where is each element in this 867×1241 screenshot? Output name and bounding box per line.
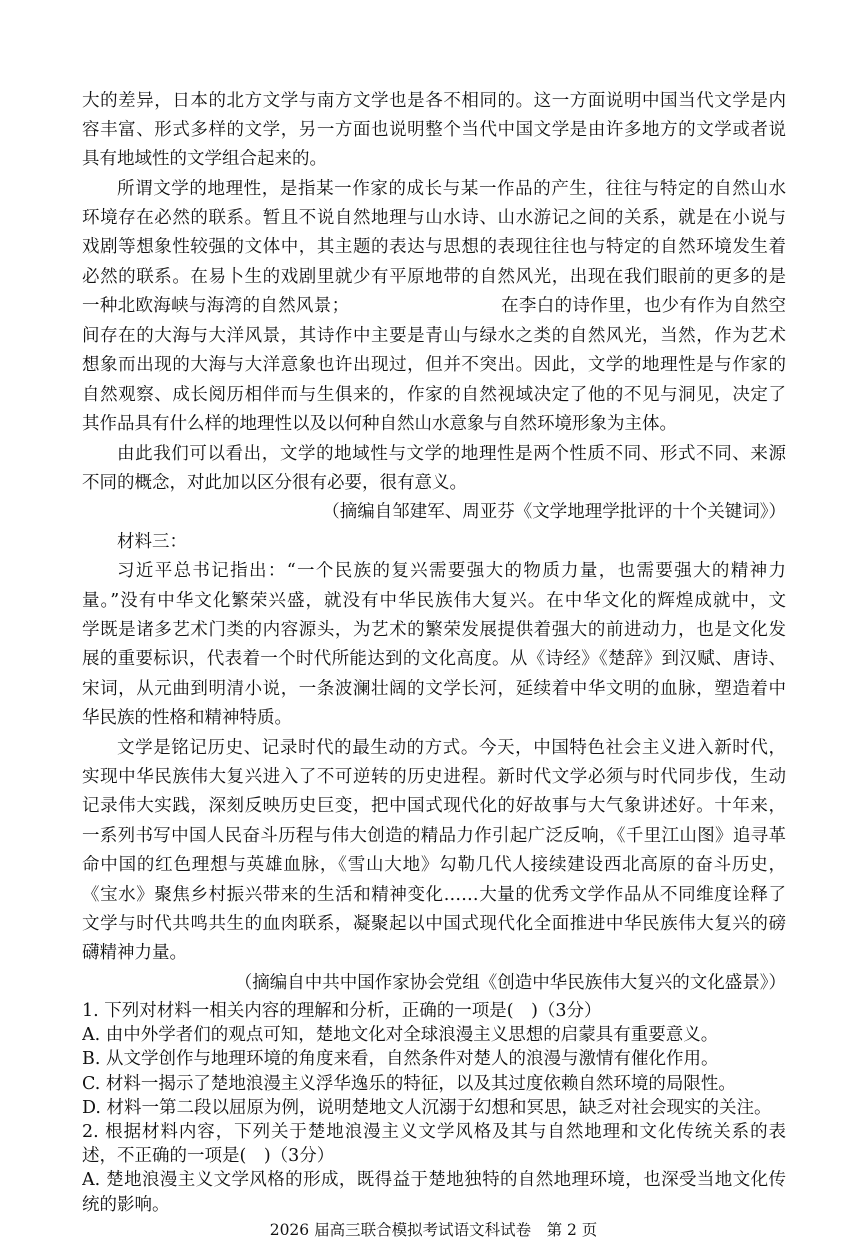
answer-option: C. 材料一揭示了楚地浪漫主义浮华逸乐的特征，以及其过度依赖自然环境的局限性。 <box>82 1073 736 1094</box>
passage-line: 学既是诸多艺术门类的内容源头，为艺术的繁荣发展提供着强大的前进动力，也是文化发 <box>82 620 786 640</box>
passage-line: 间存在的大海与大洋风景，其诗作中主要是青山与绿水之类的自然风光，当然，作为艺术 <box>82 326 786 346</box>
answer-option: A. 由中外学者们的观点可知，楚地文化对全球浪漫主义思想的启蒙具有重要意义。 <box>82 1025 719 1046</box>
passage-line: 自然观察、成长阅历相伴而与生俱来的，作家的自然视域决定了他的不见与洞见，决定了 <box>82 385 786 405</box>
passage-line: 《宝水》聚焦乡村振兴带来的生活和精神变化……大量的优秀文学作品从不同维度诠释了 <box>82 885 786 905</box>
passage-line: 文学与时代共鸣共生的血肉联系，凝聚起以中国式现代化全面推进中华民族伟大复兴的磅 <box>82 914 786 934</box>
passage-line: 量。”没有中华文化繁荣兴盛，就没有中华民族伟大复兴。在中华文化的辉煌成就中，文 <box>82 591 786 611</box>
passage-line: 戏剧等想象性较强的文体中，其主题的表达与思想的表现往往也与特定的自然环境发生着 <box>82 237 786 257</box>
passage-line: 华民族的性格和精神特质。 <box>82 708 292 728</box>
passage-line: 所谓文学的地理性，是指某一作家的成长与某一作品的产生，往往与特定的自然山水 <box>117 179 786 199</box>
passage-line: 其作品具有什么样的地理性以及以何种自然山水意象与自然环境形象为主体。 <box>82 414 677 434</box>
answer-option: B. 从文学创作与地理环境的角度来看，自然条件对楚人的浪漫与激情有催化作用。 <box>82 1049 719 1070</box>
passage-line: 容丰富、形式多样的文学，另一方面也说明整个当代中国文学是由许多地方的文学或者说 <box>82 120 786 140</box>
passage-line: 一系列书写中国人民奋斗历程与伟大创造的精品力作引起广泛反响，《千里江山图》追寻革 <box>82 826 786 846</box>
answer-option: 统的影响。 <box>82 1194 170 1215</box>
source-citation: （摘编自邹建军、周亚芬《文学地理学批评的十个关键词》） <box>322 502 786 522</box>
answer-option: A. 楚地浪漫主义文学风格的形成，既得益于楚地独特的自然地理环境，也深受当地文化传 <box>82 1170 786 1191</box>
passage-line: 由此我们可以看出，文学的地域性与文学的地理性是两个性质不同、形式不同、来源 <box>117 444 786 464</box>
question-stem: 述，不正确的一项是( )（3分） <box>82 1146 335 1167</box>
question-stem: 2. 根据材料内容，下列关于楚地浪漫主义文学风格及其与自然地理和文化传统关系的表 <box>82 1122 786 1142</box>
passage-line: 必然的联系。在易卜生的戏剧里就少有平原地带的自然风光，出现在我们眼前的更多的是 <box>82 267 786 287</box>
answer-option: D. 材料一第二段以屈原为例，说明楚地文人沉溺于幻想和冥思，缺乏对社会现实的关注。 <box>82 1097 772 1118</box>
passage-line: 记录伟大实践，深刻反映历史巨变，把中国式现代化的好故事与大气象讲述好。十年来， <box>82 796 786 816</box>
passage-line: 不同的概念，对此加以区分很有必要，很有意义。 <box>82 473 467 493</box>
passage-line: 文学是铭记历史、记录时代的最生动的方式。今天，中国特色社会主义进入新时代， <box>117 738 786 758</box>
passage-line: 命中国的红色理想与英雄血脉，《雪山大地》勾勒几代人接续建设西北高原的奋斗历史， <box>82 855 786 875</box>
passage-line: 大的差异，日本的北方文学与南方文学也是各不相同的。这一方面说明中国当代文学是内 <box>82 91 786 111</box>
question-stem: 1. 下列对材料一相关内容的理解和分析，正确的一项是( )（3分） <box>82 1001 602 1021</box>
passage-line: 展的重要标识，代表着一个时代所能达到的文化高度。从《诗经》《楚辞》到汉赋、唐诗、 <box>82 649 786 669</box>
passage-line: 一种北欧海峡与海湾的自然风景； 在李白的诗作里，也少有作为自然空 <box>82 296 786 316</box>
page-footer: 2026 届高三联合模拟考试语文科试卷 第 2 页 <box>269 1220 598 1239</box>
passage-line: 实现中华民族伟大复兴进入了不可逆转的历史进程。新时代文学必须与时代同步伐，生动 <box>82 767 786 787</box>
passage-line: 环境存在必然的联系。暂且不说自然地理与山水诗、山水游记之间的关系，就是在小说与 <box>82 208 786 228</box>
passage-line: 宋词，从元曲到明清小说，一条波澜壮阔的文学长河，延续着中华文明的血脉，塑造着中 <box>82 679 786 699</box>
passage-line: 习近平总书记指出：“一个民族的复兴需要强大的物质力量，也需要强大的精神力 <box>117 561 786 581</box>
passage-line: 具有地域性的文学组合起来的。 <box>82 149 327 169</box>
passage-line: 想象而出现的大海与大洋意象也许出现过，但并不突出。因此，文学的地理性是与作家的 <box>82 355 786 375</box>
source-citation: （摘编自中共中国作家协会党组《创造中华民族伟大复兴的文化盛景》） <box>234 973 786 993</box>
passage-line: 礴精神力量。 <box>82 943 187 963</box>
material-label: 材料三： <box>117 532 187 552</box>
